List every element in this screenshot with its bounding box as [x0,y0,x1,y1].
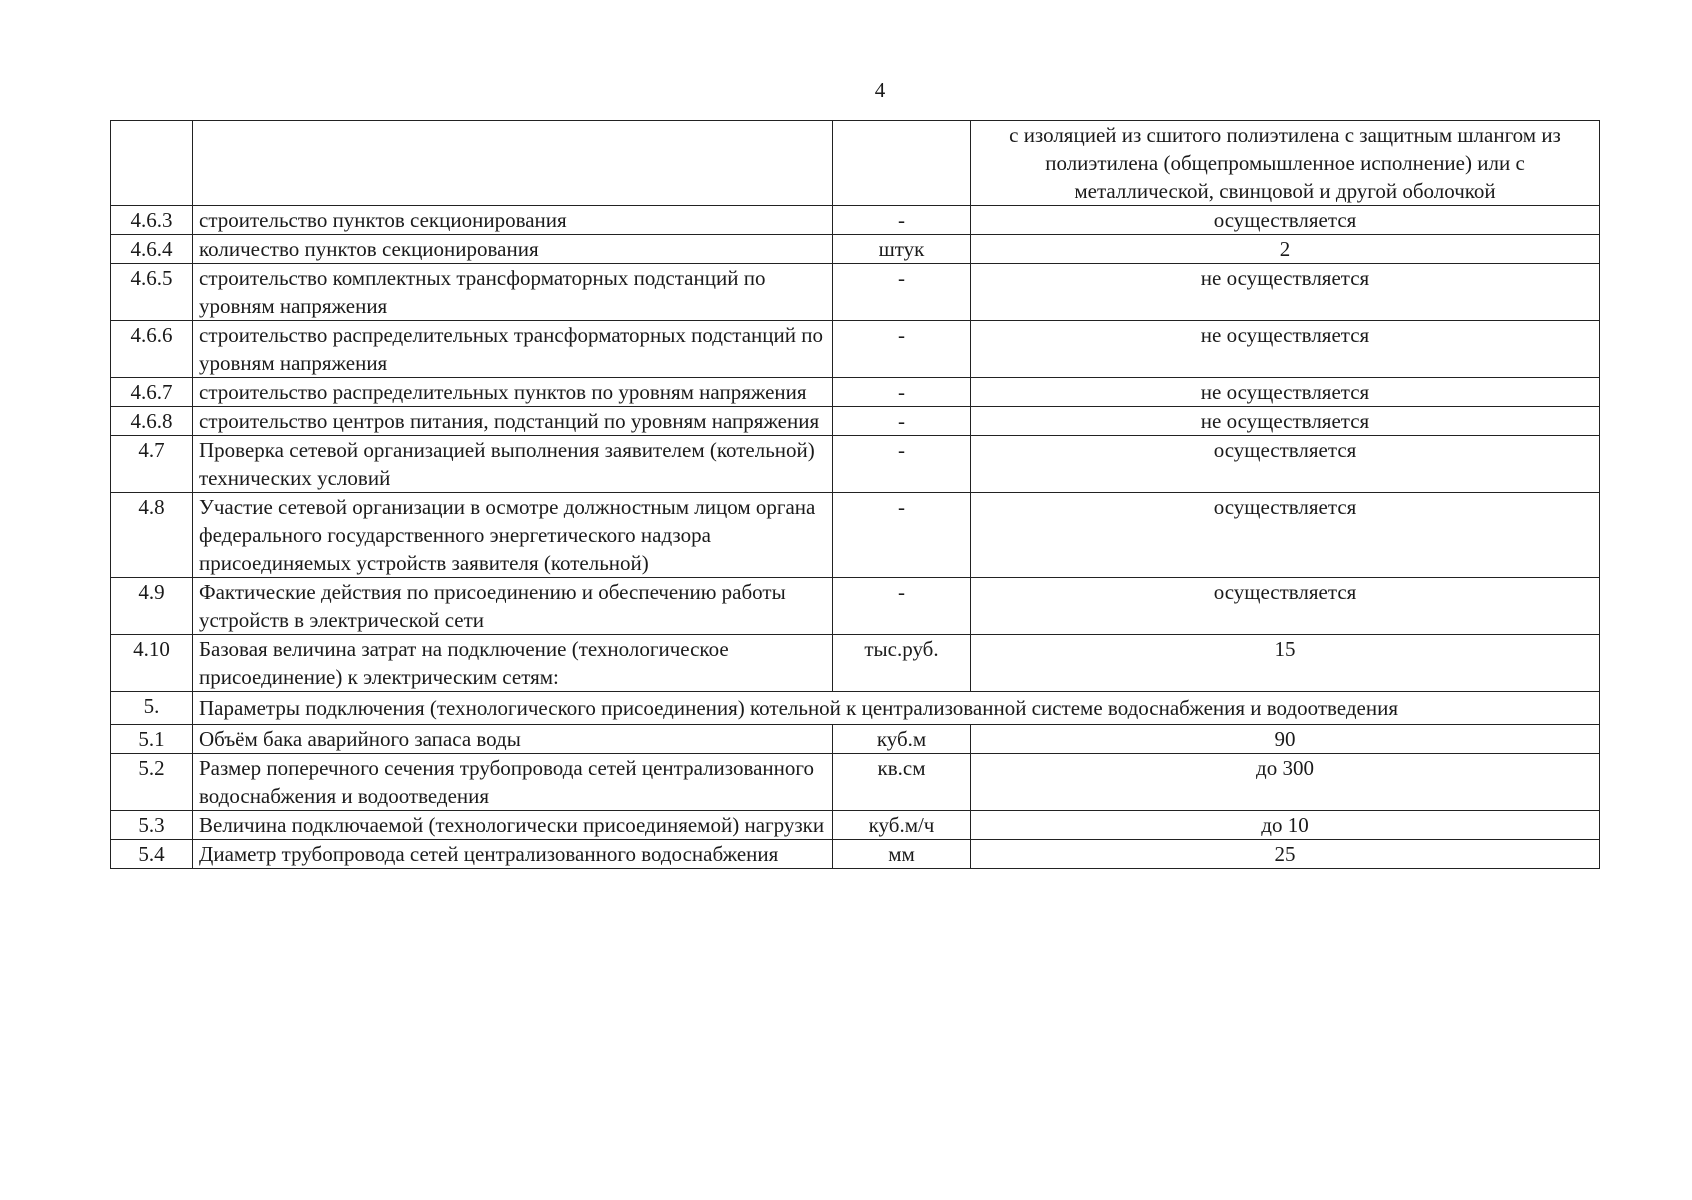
row-unit: - [833,206,971,235]
table-row [111,121,1600,206]
table-row [111,264,1600,321]
row-unit: куб.м/ч [833,811,971,840]
table-row [111,840,1600,869]
row-number: 4.6.4 [111,235,193,264]
row-description: Диаметр трубопровода сетей централизованного водоснабжения [193,840,833,869]
row-description: Размер поперечного сечения трубопровода сетей централизованного водоснабжения и водоотведения [193,754,833,811]
row-description: строительство комплектных трансформаторных подстанций по уровням напряжения [193,264,833,321]
row-number [111,121,193,206]
row-unit: кв.см [833,754,971,811]
row-unit: штук [833,235,971,264]
row-value: 15 [971,635,1600,692]
row-number: 4.6.6 [111,321,193,378]
row-unit: мм [833,840,971,869]
row-description: строительство распределительных пунктов по уровням напряжения [193,378,833,407]
row-unit: - [833,493,971,578]
row-unit [833,121,971,206]
row-unit: - [833,578,971,635]
parameters-table [110,120,1600,869]
row-value: до 10 [971,811,1600,840]
row-value: не осуществляется [971,264,1600,321]
row-value: осуществляется [971,493,1600,578]
table-row [111,321,1600,378]
table-row [111,378,1600,407]
row-value: не осуществляется [971,407,1600,436]
row-description: Участие сетевой организации в осмотре должностным лицом органа федерального государственного энергетического надзора присоединяемых устройств заявителя (котельной) [193,493,833,578]
table-row [111,407,1600,436]
row-value: с изоляцией из сшитого полиэтилена с защитным шлангом из полиэтилена (общепромышленное исполнение) или с металлической, свинцовой и другой оболочкой [971,121,1600,206]
row-number: 4.6.8 [111,407,193,436]
row-number: 5.1 [111,725,193,754]
row-description: Проверка сетевой организацией выполнения заявителем (котельной) технических условий [193,436,833,493]
row-value: не осуществляется [971,321,1600,378]
row-number: 5.2 [111,754,193,811]
table-row [111,235,1600,264]
page-number: 4 [874,78,886,102]
row-description: строительство распределительных трансформаторных подстанций по уровням напряжения [193,321,833,378]
row-value: не осуществляется [971,378,1600,407]
row-number: 4.8 [111,493,193,578]
table-row [111,436,1600,493]
table-row [111,635,1600,692]
row-number: 5.3 [111,811,193,840]
row-unit: - [833,407,971,436]
row-number: 4.9 [111,578,193,635]
row-value: 25 [971,840,1600,869]
row-number: 4.6.5 [111,264,193,321]
row-description: Величина подключаемой (технологически присоединяемой) нагрузки [193,811,833,840]
row-number: 4.6.3 [111,206,193,235]
row-value: 90 [971,725,1600,754]
row-unit: - [833,436,971,493]
table-row [111,725,1600,754]
row-value: до 300 [971,754,1600,811]
table-row [111,754,1600,811]
row-description: строительство пунктов секционирования [193,206,833,235]
row-number: 4.10 [111,635,193,692]
row-value: осуществляется [971,578,1600,635]
row-unit: - [833,264,971,321]
row-value: осуществляется [971,436,1600,493]
section-header-row [111,692,1600,725]
row-value: 2 [971,235,1600,264]
section-title: Параметры подключения (технологического присоединения) котельной к централизованной системе водоснабжения и водоотведения [193,692,1600,725]
row-description [193,121,833,206]
row-description: Фактические действия по присоединению и обеспечению работы устройств в электрической сети [193,578,833,635]
row-number: 4.7 [111,436,193,493]
section-number: 5. [111,692,193,725]
table-row [111,493,1600,578]
row-description: строительство центров питания, подстанций по уровням напряжения [193,407,833,436]
row-unit: - [833,321,971,378]
row-unit: куб.м [833,725,971,754]
row-unit: - [833,378,971,407]
row-number: 4.6.7 [111,378,193,407]
row-description: Объём бака аварийного запаса воды [193,725,833,754]
table-row [111,578,1600,635]
row-description: Базовая величина затрат на подключение (технологическое присоединение) к электрическим сетям: [193,635,833,692]
table-row [111,206,1600,235]
row-unit: тыс.руб. [833,635,971,692]
row-value: осуществляется [971,206,1600,235]
row-number: 5.4 [111,840,193,869]
row-description: количество пунктов секционирования [193,235,833,264]
table-row [111,811,1600,840]
